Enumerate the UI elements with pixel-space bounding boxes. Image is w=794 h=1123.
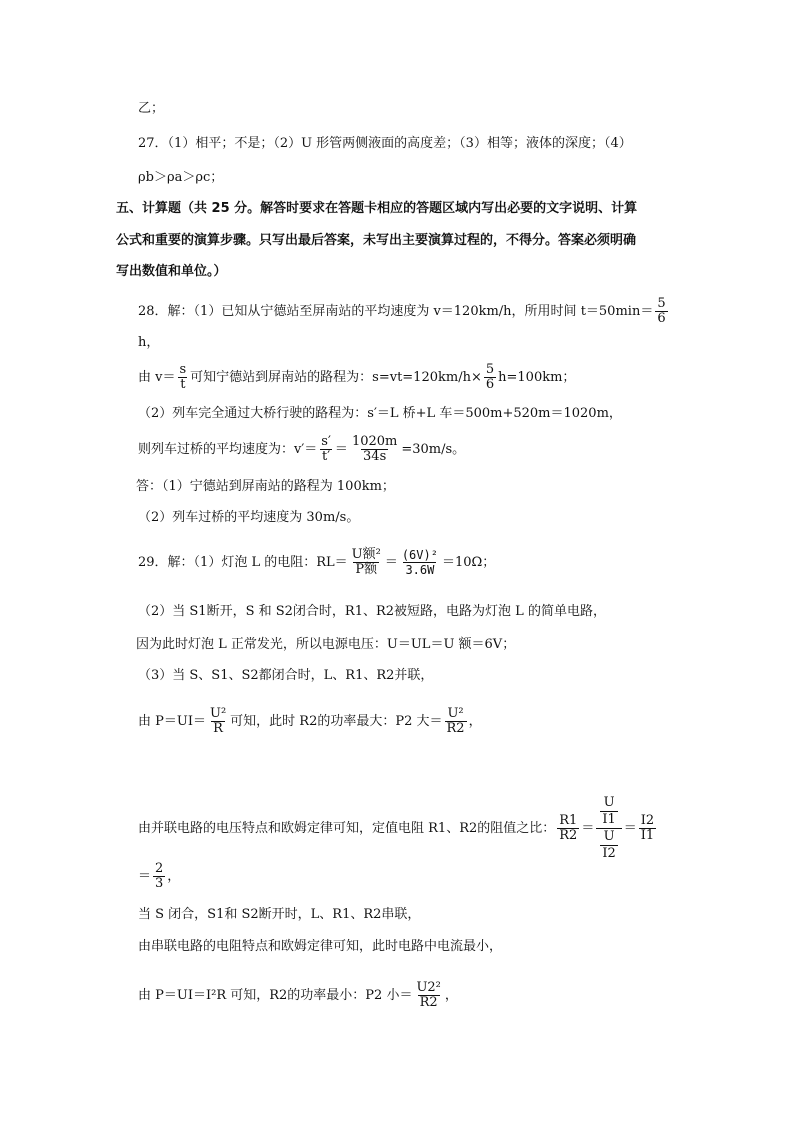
section-heading-line-3: 写出数值和单位。） — [116, 264, 227, 279]
text: ＝10Ω； — [441, 555, 496, 570]
text: ， — [444, 988, 458, 1003]
numerator: U额² — [351, 547, 381, 562]
fraction-five-sixths — [484, 363, 496, 392]
denominator: R2 — [419, 995, 438, 1010]
numerator: 2 — [155, 861, 164, 876]
denominator: I1 — [640, 828, 655, 843]
fraction-i2-over-i1 — [639, 814, 656, 843]
answer-29-line-1 — [138, 548, 495, 577]
answer-28-line-2: h， — [138, 335, 160, 350]
numerator: s′ — [321, 434, 331, 449]
fraction-u2-squared-over-r2 — [414, 981, 442, 1010]
fraction-five-sixths — [655, 297, 667, 326]
denominator: 6 — [485, 377, 495, 392]
text: 则列车过桥的平均速度为：v′＝ — [138, 442, 318, 457]
answer-29-line-9: 由串联电路的电阻特点和欧姆定律可知，此时电路中电流最小， — [138, 939, 503, 954]
answer-29-line-3: 因为此时灯泡 L 正常发光，所以电源电压：U＝UL＝U 额＝6V； — [136, 637, 516, 652]
numerator: U2² — [416, 980, 441, 995]
fraction-s-prime-over-t-prime — [319, 435, 333, 464]
denominator: 6 — [657, 311, 666, 326]
fraction-1020m-over-34s — [350, 435, 399, 464]
denominator: R2 — [559, 828, 578, 843]
text: ＝ — [623, 821, 637, 836]
text: 28．解：（1）已知从宁德站至屏南站的平均速度为 v＝120km/h，所用时间 t＝50min＝ — [138, 304, 654, 319]
answer-29-line-2: （2）当 S1断开，S 和 S2闭合时，R1、R2被短路，电路为灯泡 L 的简单电路， — [138, 604, 606, 619]
answer-28-conclusion-1: 答：（1）宁德站到屏南站的路程为 100km； — [136, 479, 395, 494]
answer-28-line-3 — [138, 363, 575, 392]
compound-denominator — [596, 828, 621, 862]
fraction-r1-over-r2 — [557, 814, 579, 843]
fraction-two-thirds — [153, 862, 165, 891]
answer-29-line-8: 当 S 闭合，S1和 S2断开时，L、R1、R2串联， — [138, 907, 421, 922]
numerator: U² — [209, 706, 227, 721]
answer-27-line-2: ρb＞ρa＞ρc； — [138, 170, 224, 185]
text: 由 P＝UI＝I²R 可知，R2的功率最小：P2 小＝ — [138, 988, 413, 1003]
denominator: 34s — [363, 449, 387, 464]
fraction-u-squared-over-r2 — [445, 707, 467, 736]
numerator: (6V)² — [401, 548, 438, 562]
denominator: 3 — [155, 876, 164, 891]
section-heading-line-1: 五、计算题（共 25 分。解答时要求在答题卡相应的答题区域内写出必要的文字说明、计算 — [116, 201, 638, 216]
fraction-u-over-i2 — [600, 829, 617, 862]
fraction-rated-voltage-over-power — [350, 548, 383, 577]
numerator: U² — [447, 706, 464, 721]
text: h=100km； — [498, 370, 576, 385]
section-heading-line-2: 公式和重要的演算步骤。只写出最后答案，未写出主要演算过程的，不得分。答案必须明确 — [116, 233, 637, 248]
fraction-6v-squared-over-3-6w — [400, 548, 440, 577]
text: =30m/s。 — [401, 442, 466, 457]
text: 可知宁德站到屏南站的路程为：s=vt=120km/h× — [190, 370, 482, 385]
fraction-s-over-t — [177, 363, 188, 392]
text: 可知，此时 R2的功率最大：P2 大＝ — [230, 714, 443, 729]
numerator: R1 — [559, 813, 578, 828]
text: ＝ — [581, 821, 595, 836]
text: ， — [468, 714, 482, 729]
text: ＝ — [138, 869, 152, 884]
denominator: R2 — [446, 721, 465, 736]
answer-27-line-1: 27．（1）相平；不是；（2）U 形管两侧液面的高度差；（3）相等；液体的深度；（4） — [138, 136, 632, 151]
answer-29-line-4: （3）当 S、S1、S2都闭合时，L、R1、R2并联， — [138, 668, 434, 683]
denominator: I2 — [602, 846, 616, 861]
denominator: P额 — [355, 562, 378, 577]
numerator: 1020m — [351, 434, 398, 449]
answer-29-line-5 — [138, 707, 482, 736]
numerator: U — [603, 829, 615, 844]
denominator: 3.6W — [405, 563, 435, 577]
text: 29．解：（1）灯泡 L 的电阻：RL＝ — [138, 555, 348, 570]
denominator: I1 — [602, 812, 616, 827]
answer-29-line-6 — [138, 795, 658, 862]
fraction-u-squared-over-r — [208, 707, 228, 736]
text: ， — [167, 869, 181, 884]
numerator: U — [603, 795, 615, 810]
answer-line: 乙； — [138, 101, 165, 116]
compound-fraction — [596, 795, 621, 862]
answer-28-line-5 — [138, 435, 465, 464]
answer-29-line-7 — [138, 862, 180, 891]
compound-numerator — [596, 795, 621, 828]
denominator: t — [180, 377, 186, 392]
text: 由并联电路的电压特点和欧姆定律可知，定值电阻 R1、R2的阻值之比： — [138, 821, 556, 836]
answer-28-line-1 — [138, 297, 670, 326]
text: 由 P＝UI＝ — [138, 714, 206, 729]
answer-28-conclusion-2: （2）列车过桥的平均速度为 30m/s。 — [138, 510, 360, 525]
denominator: t′ — [322, 449, 331, 464]
fraction-u-over-i1 — [600, 795, 617, 828]
numerator: 5 — [485, 362, 495, 377]
denominator: R — [213, 721, 223, 736]
answer-29-line-10 — [138, 981, 458, 1010]
text: ＝ — [334, 442, 348, 457]
text: 由 v＝ — [138, 370, 176, 385]
answer-28-line-4: （2）列车完全通过大桥行驶的路程为：s′＝L 桥+L 车＝500m+520m＝1020m， — [138, 406, 622, 421]
numerator: 5 — [657, 296, 666, 311]
numerator: s — [179, 362, 187, 377]
text: ＝ — [384, 555, 398, 570]
numerator: I2 — [640, 813, 655, 828]
